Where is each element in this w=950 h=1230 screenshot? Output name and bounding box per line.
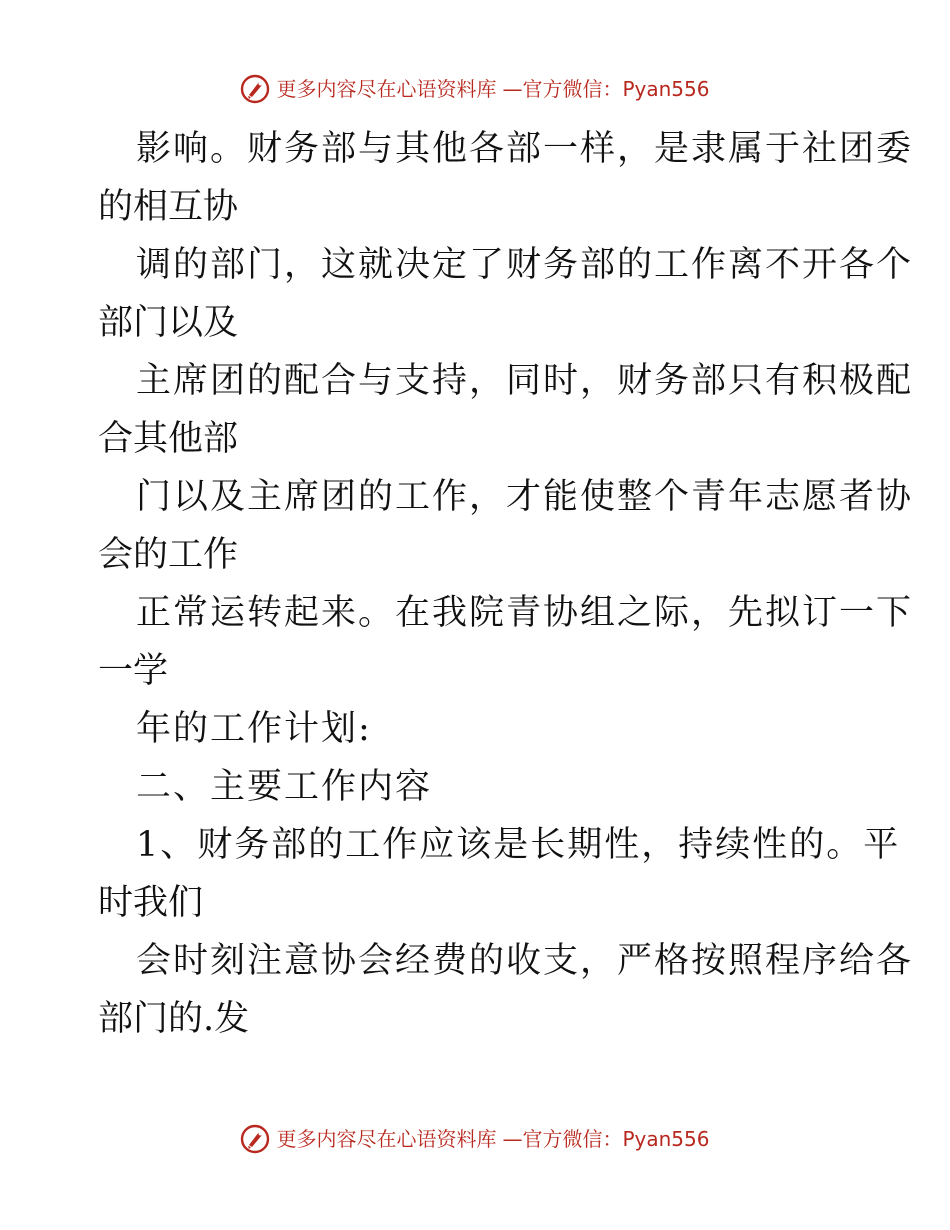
text-line: 部门以及 xyxy=(98,303,239,343)
pen-nib-logo-icon xyxy=(240,1124,270,1154)
header-watermark-banner xyxy=(0,74,950,104)
footer-watermark-banner xyxy=(0,1124,950,1154)
text-line: 合其他部 xyxy=(98,419,239,459)
banner-main-text: 更多内容尽在心语资料库 xyxy=(276,1127,497,1151)
text-line: 会时刻注意协会经费的收支，严格按照程序给各 xyxy=(136,941,914,981)
text-line: 影响。财务部与其他各部一样，是隶属于社团委 xyxy=(136,129,914,169)
text-line: 时我们 xyxy=(98,883,204,923)
section-heading: 二、主要工作内容 xyxy=(136,767,433,807)
banner-wechat-text: —官方微信：Pyan556 xyxy=(502,77,710,101)
text-line: 部门的.发 xyxy=(98,999,250,1039)
banner-wechat-text: —官方微信：Pyan556 xyxy=(502,1127,710,1151)
document-body xyxy=(98,120,914,1048)
text-line: 会的工作 xyxy=(98,535,239,575)
text-line: 年的工作计划: xyxy=(136,709,372,749)
text-line: 1、财务部的工作应该是长期性，持续性的。平 xyxy=(136,825,901,865)
text-line: 调的部门，这就决定了财务部的工作离不开各个 xyxy=(136,245,914,285)
text-line: 正常运转起来。在我院青协组之际，先拟订一下 xyxy=(136,593,914,633)
text-line: 主席团的配合与支持，同时，财务部只有积极配 xyxy=(136,361,914,401)
text-line: 一学 xyxy=(98,651,169,691)
text-line: 的相互协 xyxy=(98,187,239,227)
pen-nib-logo-icon xyxy=(240,74,270,104)
text-line: 门以及主席团的工作，才能使整个青年志愿者协 xyxy=(136,477,914,517)
banner-main-text: 更多内容尽在心语资料库 xyxy=(276,77,497,101)
